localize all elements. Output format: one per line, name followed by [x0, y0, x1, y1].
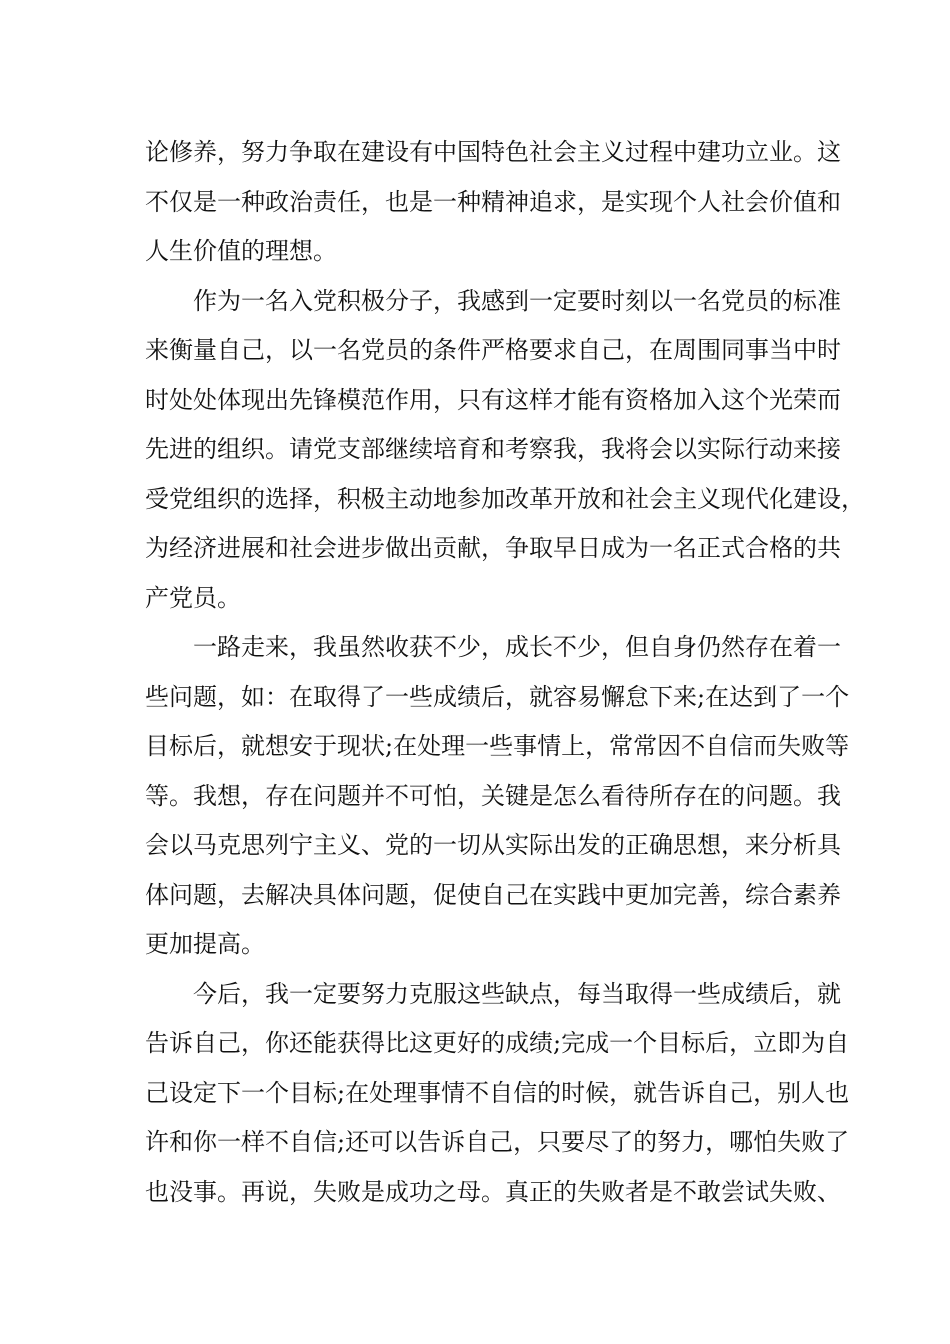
- text-line: 先进的组织。请党支部继续培育和考察我，我将会以实际行动来接: [145, 435, 841, 463]
- text-line: 论修养，努力争取在建设有中国特色社会主义过程中建功立业。这: [145, 138, 841, 166]
- paragraph: [145, 128, 841, 277]
- text-line: 时处处体现出先锋模范作用，只有这样才能有资格加入这个光荣而: [145, 385, 841, 414]
- text-line: 今后，我一定要努力克服这些缺点，每当取得一些成绩后，就: [193, 979, 841, 1008]
- text-line: 许和你一样不自信;还可以告诉自己，只要尽了的努力，哪怕失败了: [145, 1128, 850, 1156]
- text-line: 一路走来，我虽然收获不少，成长不少，但自身仍然存在着一: [193, 633, 841, 661]
- text-line: 人生价值的理想。: [145, 237, 337, 265]
- text-line: 也没事。再说，失败是成功之母。真正的失败者是不敢尝试失败、: [145, 1177, 841, 1206]
- text-line: 受党组织的选择，积极主动地参加改革开放和社会主义现代化建设，: [145, 484, 865, 513]
- text-line: 会以马克思列宁主义、党的一切从实际出发的正确思想，来分析具: [145, 831, 841, 859]
- text-line: 告诉自己，你还能获得比这更好的成绩;完成一个目标后，立即为自: [145, 1029, 850, 1057]
- paragraph: [145, 970, 850, 1218]
- document-body: [145, 128, 865, 1217]
- text-line: 些问题，如：在取得了一些成绩后，就容易懈怠下来;在达到了一个: [145, 682, 850, 711]
- text-line: 不仅是一种政治责任，也是一种精神追求，是实现个人社会价值和: [145, 187, 841, 216]
- text-line: 为经济进展和社会进步做出贡献，争取早日成为一名正式合格的共: [145, 534, 841, 562]
- text-line: 等。我想，存在问题并不可怕，关键是怎么看待所存在的问题。我: [145, 781, 841, 810]
- text-line: 产党员。: [145, 583, 241, 612]
- paragraph: [145, 623, 850, 970]
- text-line: 体问题，去解决具体问题，促使自己在实践中更加完善，综合素养: [145, 880, 841, 909]
- text-line: 己设定下一个目标;在处理事情不自信的时候，就告诉自己，别人也: [145, 1078, 850, 1107]
- text-line: 作为一名入党积极分子，我感到一定要时刻以一名党员的标准: [193, 286, 841, 315]
- text-line: 来衡量自己，以一名党员的条件严格要求自己，在周围同事当中时: [145, 336, 841, 364]
- text-line: 更加提高。: [145, 930, 265, 958]
- paragraph: [145, 277, 865, 624]
- text-line: 目标后，就想安于现状;在处理一些事情上，常常因不自信而失败等: [145, 732, 850, 760]
